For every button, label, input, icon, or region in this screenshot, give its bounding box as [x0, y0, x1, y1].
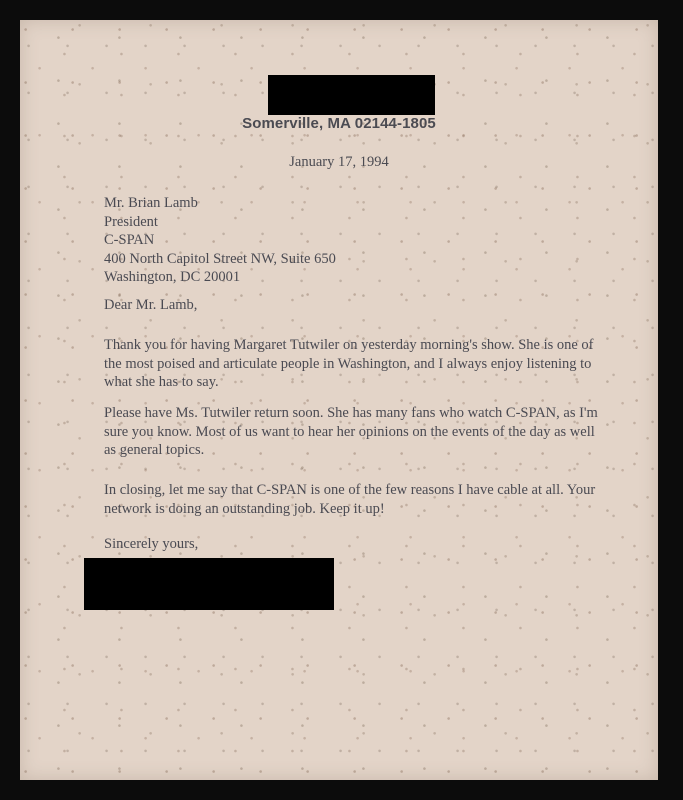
redacted-sender-name	[268, 75, 435, 115]
letter-page	[20, 20, 658, 780]
letter-date: January 17, 1994	[289, 154, 389, 170]
recipient-title: President	[104, 213, 158, 230]
recipient-city: Washington, DC 20001	[104, 269, 241, 286]
recipient-name: Mr. Brian Lamb	[104, 195, 198, 211]
body-paragraph: In closing, let me say that C-SPAN is one of the few reasons I have cable at all. Your network is doing an outstanding job. Keep it up!	[104, 482, 596, 517]
sender-address: Somerville, MA 02144-1805	[242, 115, 436, 132]
body-paragraph: Please have Ms. Tutwiler return soon. She has many fans who watch C-SPAN, as I'm sure you know. Most of us want to hear her opinions on the events of the day as well as general topics.	[104, 405, 598, 458]
closing: Sincerely yours,	[104, 536, 199, 552]
salutation: Dear Mr. Lamb,	[104, 297, 198, 313]
recipient-organization: C-SPAN	[104, 232, 155, 249]
redacted-signature	[84, 558, 334, 610]
body-paragraph: Thank you for having Margaret Tutwiler on yesterday morning's show. She is one of the most poised and articulate people in Washington, and I always enjoy listening to what she has to say.	[104, 337, 594, 390]
recipient-street: 400 North Capitol Street NW, Suite 650	[104, 250, 336, 267]
recipient-block	[104, 194, 336, 287]
